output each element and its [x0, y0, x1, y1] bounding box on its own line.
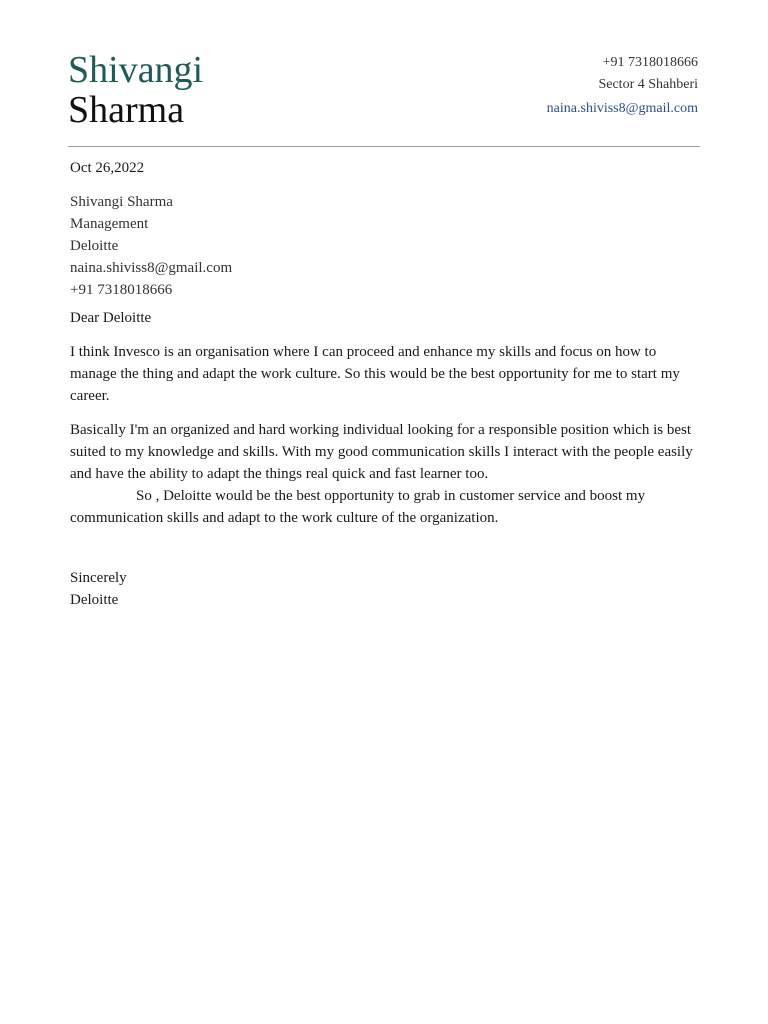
sender-email-link[interactable]: naina.shiviss8@gmail.com: [546, 101, 698, 116]
sender-contact-block: [547, 52, 698, 120]
recipient-block: [70, 191, 232, 301]
letter-date: Oct 26,2022: [70, 160, 145, 176]
sender-first-name: Shivangi: [68, 49, 204, 91]
recipient-department: Management: [70, 216, 149, 232]
body-paragraph-2-text: Basically I'm an organized and hard working individual looking for a responsible position which is best suited to my knowledge and skills. With my good communication skills I interact with the people easily and have the ability to adapt the things real quick and fast learner too.: [70, 422, 693, 482]
sender-phone: +91 7318018666: [602, 55, 698, 70]
body-paragraph-2: [70, 419, 700, 529]
closing-block: [70, 567, 127, 611]
salutation: Dear Deloitte: [70, 310, 152, 326]
recipient-company: Deloitte: [70, 238, 119, 254]
recipient-phone: +91 7318018666: [70, 282, 173, 298]
body-paragraph-1: I think Invesco is an organisation where I can proceed and enhance my skills and focus on how to manage the thing and adapt the work culture. So this would be the best opportunity for me to start my career.: [70, 344, 680, 404]
sender-address: Sector 4 Shahberi: [598, 77, 698, 92]
sender-last-name: Sharma: [68, 89, 185, 131]
recipient-name: Shivangi Sharma: [70, 194, 173, 210]
signature: Deloitte: [70, 592, 119, 608]
header-divider: [68, 146, 700, 147]
letter-body: [70, 341, 700, 541]
body-paragraph-3-text: So , Deloitte would be the best opportunity to grab in customer service and boost my communication skills and adapt to the work culture of the organization.: [70, 488, 646, 526]
recipient-email: naina.shiviss8@gmail.com: [70, 260, 233, 276]
closing-phrase: Sincerely: [70, 570, 127, 586]
